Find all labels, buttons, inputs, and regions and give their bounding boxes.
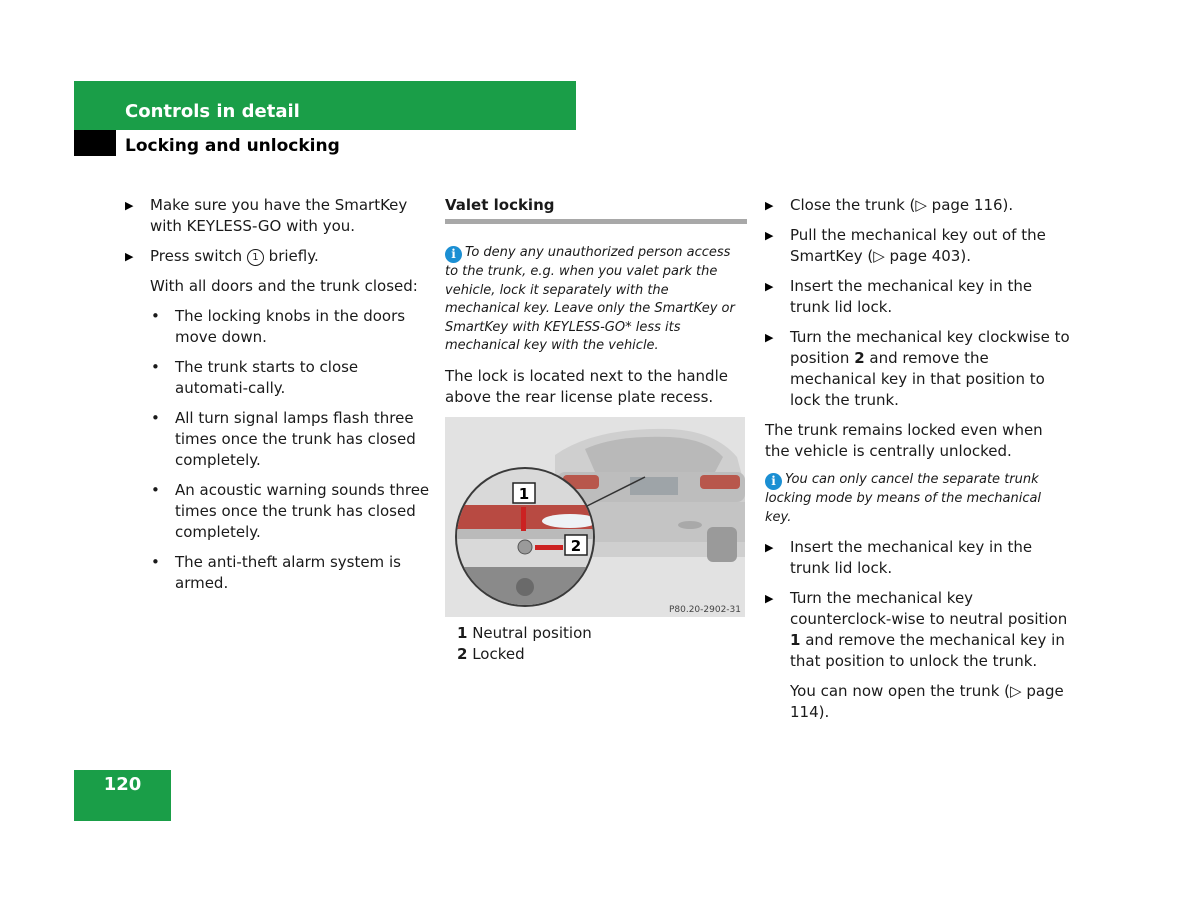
step-text: and remove the mechanical key in that position to unlock the trunk. (790, 631, 1065, 670)
info-text: To deny any unauthorized person access to the trunk, e.g. when you valet park the vehicle, lock it separately with the mechanical key. Leave only the SmartKey or SmartKey with KEYLESS-GO* less its mechanical key with the vehicle. (445, 245, 735, 353)
info-note (445, 244, 747, 356)
legend-number: 2 (457, 644, 468, 663)
list-item (125, 357, 430, 399)
list-item-text: The anti-theft alarm system is armed. (175, 553, 401, 592)
arrow-bullet-icon: ▶ (125, 199, 134, 212)
legend-item (457, 623, 747, 644)
arrow-bullet-icon: ▶ (125, 250, 134, 263)
list-item (125, 480, 430, 543)
arrow-bullet-icon: ▶ (765, 199, 774, 212)
bullet-dot-icon: • (151, 409, 160, 427)
instruction-step (765, 225, 1070, 267)
step-text: Insert the mechanical key in the trunk lid lock. (790, 277, 1033, 316)
arrow-bullet-icon: ▶ (765, 592, 774, 605)
bullet-dot-icon: • (151, 307, 160, 325)
figure-legend (445, 623, 747, 665)
arrow-bullet-icon: ▶ (765, 280, 774, 293)
bullet-dot-icon: • (151, 481, 160, 499)
intro-text: With all doors and the trunk closed: (150, 277, 418, 295)
legend-text: Neutral position (467, 623, 592, 642)
step-text: Insert the mechanical key in the trunk lid lock. (790, 538, 1033, 577)
legend-number: 1 (457, 623, 468, 642)
bullet-dot-icon: • (151, 553, 160, 571)
column-left (125, 195, 430, 603)
trunk-lock-figure (445, 417, 745, 617)
info-note (765, 471, 1070, 527)
locked-note-text: The trunk remains locked even when the vehicle is centrally unlocked. (765, 421, 1043, 460)
arrow-bullet-icon: ▶ (765, 541, 774, 554)
list-item-text: The locking knobs in the doors move down. (175, 307, 406, 346)
info-icon: i (765, 473, 782, 490)
list-item (125, 552, 430, 594)
instruction-step (765, 276, 1070, 318)
step-text: briefly. (263, 247, 319, 265)
arrow-bullet-icon: ▶ (765, 331, 774, 344)
subsection-title: Locking and unlocking (125, 136, 340, 156)
callout-2-label: 2 (570, 536, 582, 555)
figure-code: P80.20-2902-31 (668, 604, 741, 615)
legend-item (457, 644, 747, 665)
arrow-bullet-icon: ▶ (765, 229, 774, 242)
info-icon: i (445, 246, 462, 263)
step-text: Press switch (150, 247, 247, 265)
valet-locking-heading: Valet locking (445, 195, 747, 224)
callout-1-label: 1 (518, 484, 530, 503)
section-title: Controls in detail (125, 101, 300, 122)
step-text: and remove the mechanical key in that position to lock the trunk. (790, 349, 1045, 409)
position-number: 1 (790, 631, 801, 649)
list-item (125, 408, 430, 471)
list-item-text: The trunk starts to close automati-cally. (175, 358, 359, 397)
instruction-step (765, 537, 1070, 579)
instruction-step (125, 246, 430, 267)
instruction-step (765, 327, 1070, 411)
info-text: You can only cancel the separate trunk locking mode by means of the mechanical key. (765, 472, 1042, 525)
column-middle (445, 195, 747, 665)
trunk-lock-illustration (445, 417, 745, 617)
step-text: Turn the mechanical key counterclock-wise to neutral position (790, 589, 1068, 628)
position-number: 2 (854, 349, 865, 367)
instruction-step (765, 195, 1070, 216)
instruction-step (765, 588, 1070, 672)
step-text: Make sure you have the SmartKey with KEYLESS-GO with you. (150, 196, 408, 235)
callout-number: 1 (247, 249, 264, 266)
bullet-dot-icon: • (151, 358, 160, 376)
page-number: 120 (103, 774, 142, 795)
final-note-text: You can now open the trunk (▷ page 114). (790, 682, 1064, 721)
step-text: Turn the mechanical key clockwise to position (790, 328, 1070, 367)
legend-text: Locked (467, 644, 525, 663)
list-item (125, 306, 430, 348)
step-text: Close the trunk (▷ page 116). (790, 196, 1014, 214)
lock-location-text: The lock is located next to the handle above the rear license plate recess. (445, 366, 728, 406)
black-tab-marker (74, 130, 116, 156)
step-text: Pull the mechanical key out of the SmartKey (▷ page 403). (790, 226, 1046, 265)
instruction-step (125, 195, 430, 237)
list-item-text: All turn signal lamps flash three times once the trunk has closed completely. (175, 409, 416, 469)
column-right (765, 195, 1070, 732)
list-item-text: An acoustic warning sounds three times once the trunk has closed completely. (175, 481, 430, 541)
